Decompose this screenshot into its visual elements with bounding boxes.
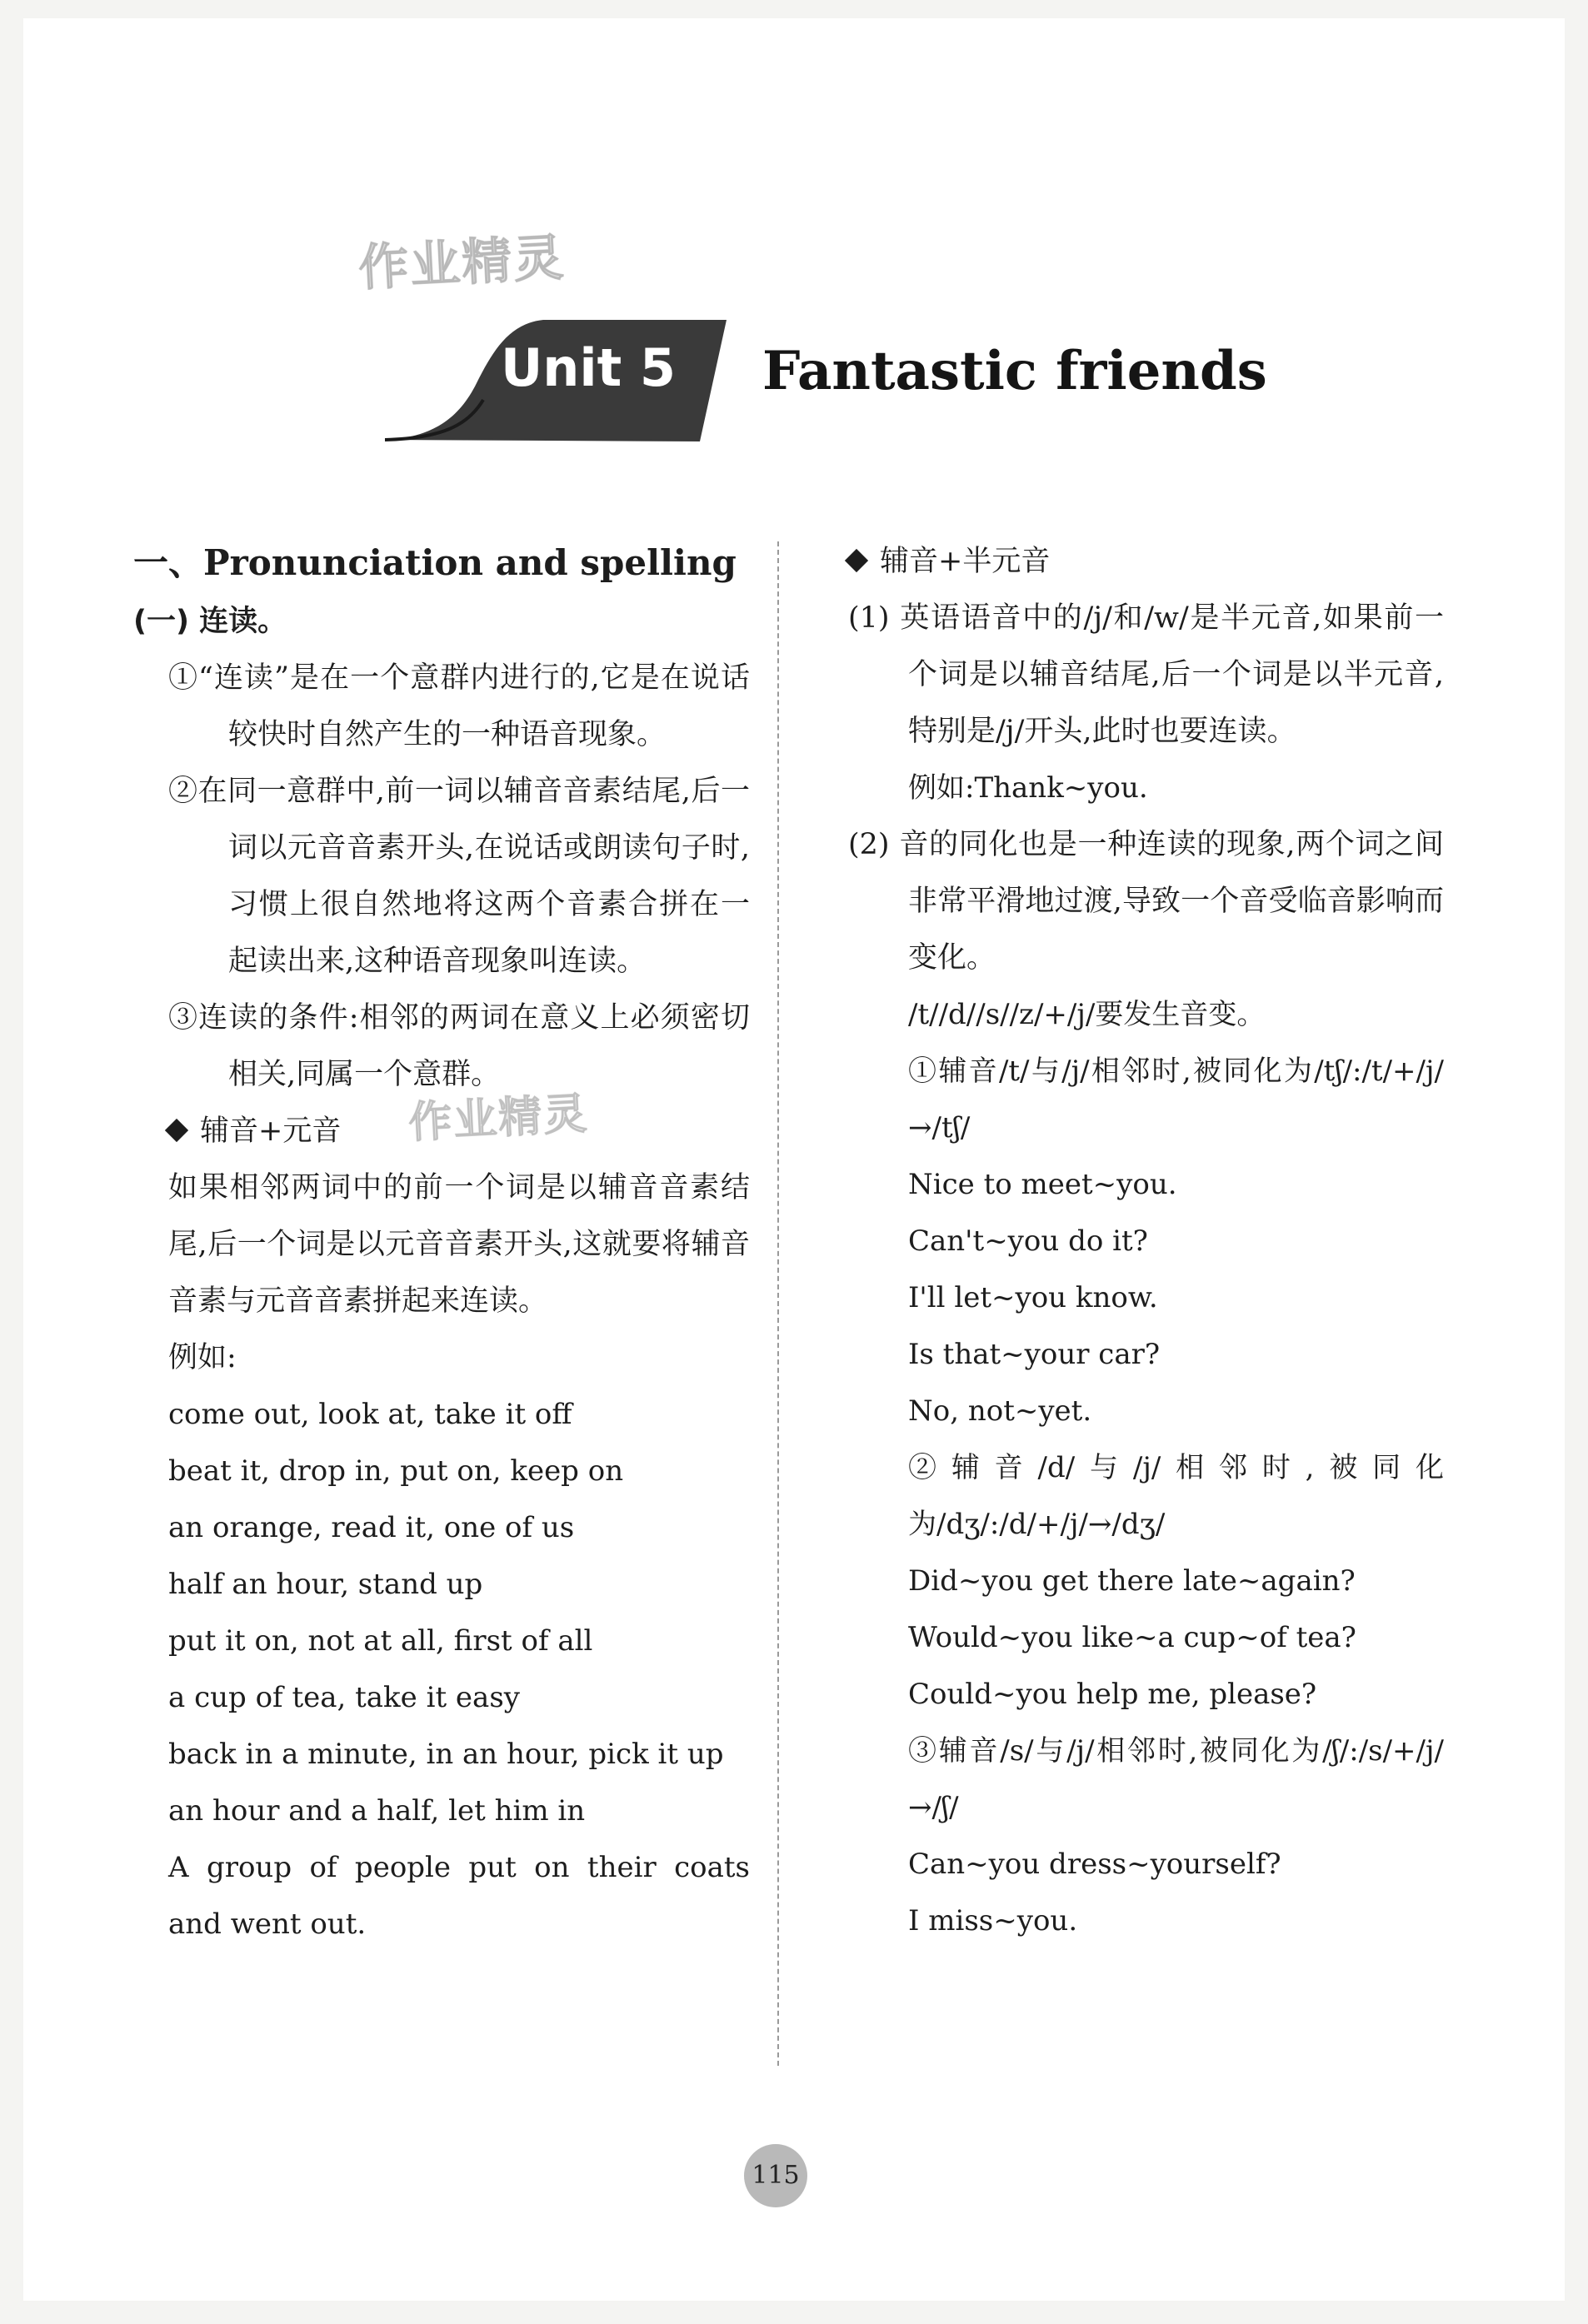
- paragraph-1-example: 例如:Thank~you.: [908, 771, 1148, 805]
- diamond-icon: [845, 549, 868, 572]
- paragraph-1: (1) 英语语音中的/j/和/w/是半元音,如果前一个词是以辅音结尾,后一个词是以半元音,特别是/j/开头,此时也要连读。: [848, 601, 1444, 748]
- rule-1-example: Is that~your car?: [908, 1338, 1161, 1371]
- example-line: an orange, read it, one of us: [168, 1511, 575, 1544]
- example-label: 例如:: [168, 1341, 237, 1374]
- rule-1-example: No, not~yet.: [908, 1394, 1092, 1428]
- rule-1: ①辅音/t/与/j/相邻时,被同化为/tʃ/:/t/+/j/→/tʃ/: [908, 1055, 1444, 1145]
- heading-consonant-vowel: 辅音+元音: [133, 1103, 750, 1160]
- page-number: 115: [744, 2144, 807, 2207]
- assimilation-rule: /t//d//s//z/+/j/要发生音变。: [908, 998, 1266, 1031]
- rule-2-example: Did~you get there late~again?: [908, 1564, 1356, 1598]
- column-divider: [777, 541, 779, 2066]
- rule-1-example: Nice to meet~you.: [908, 1168, 1177, 1201]
- rule-3-example: I miss~you.: [908, 1904, 1078, 1937]
- example-line: a cup of tea, take it easy: [168, 1681, 520, 1714]
- sub-title: (一) 连读。: [133, 605, 287, 638]
- example-line: put it on, not at all, first of all: [168, 1624, 593, 1658]
- point-3: ③连读的条件:相邻的两词在意义上必须密切相关,同属一个意群。: [168, 1001, 750, 1091]
- rule-3: ③辅音/s/与/j/相邻时,被同化为/ʃ/:/s/+/j/→/ʃ/: [908, 1734, 1444, 1824]
- point-list: [133, 650, 750, 1103]
- rule-1-example: I'll let~you know.: [908, 1281, 1158, 1314]
- diamond-icon: [165, 1119, 188, 1142]
- example-line: come out, look at, take it off: [168, 1398, 572, 1431]
- right-column: [848, 533, 1444, 1949]
- example-sentence: A group of people put on their coats and went out.: [168, 1851, 750, 1941]
- section-title: 一、Pronunciation and spelling: [133, 542, 737, 583]
- example-line: beat it, drop in, put on, keep on: [168, 1454, 624, 1488]
- rule-2: ②辅音/d/与/j/相邻时,被同化为/dʒ/:/d/+/j/→/dʒ/: [908, 1451, 1444, 1541]
- rule-1-example: Can't~you do it?: [908, 1224, 1148, 1258]
- unit-title: Fantastic friends: [762, 340, 1267, 402]
- consonant-vowel-text: 如果相邻两词中的前一个词是以辅音音素结尾,后一个词是以元音音素开头,这就要将辅音音素与元音音素拼起来连读。: [168, 1171, 750, 1318]
- rule-2-example: Would~you like~a cup~of tea?: [908, 1621, 1356, 1654]
- unit-label: Unit 5: [500, 337, 677, 398]
- example-line: half an hour, stand up: [168, 1568, 483, 1601]
- point-2: ②在同一意群中,前一词以辅音音素结尾,后一词以元音音素开头,在说话或朗读句子时,习惯上很自然地将这两个音素合拼在一起读出来,这种语音现象叫连读。: [168, 775, 750, 978]
- watermark-top: 作业精灵: [357, 228, 567, 298]
- rule-2-example: Could~you help me, please?: [908, 1678, 1317, 1711]
- example-line: back in a minute, in an hour, pick it up: [168, 1738, 724, 1771]
- watermark-middle: 作业精灵: [407, 1089, 590, 1149]
- rule-3-example: Can~you dress~yourself?: [908, 1848, 1281, 1881]
- point-1: ①“连读”是在一个意群内进行的,它是在说话较快时自然产生的一种语音现象。: [168, 661, 750, 751]
- heading-consonant-semivowel: 辅音+半元音: [848, 533, 1444, 590]
- left-column: [133, 533, 750, 1952]
- example-line: an hour and a half, let him in: [168, 1794, 586, 1828]
- paragraph-2: (2) 音的同化也是一种连读的现象,两个词之间非常平滑地过渡,导致一个音受临音影响而变化。: [848, 828, 1444, 975]
